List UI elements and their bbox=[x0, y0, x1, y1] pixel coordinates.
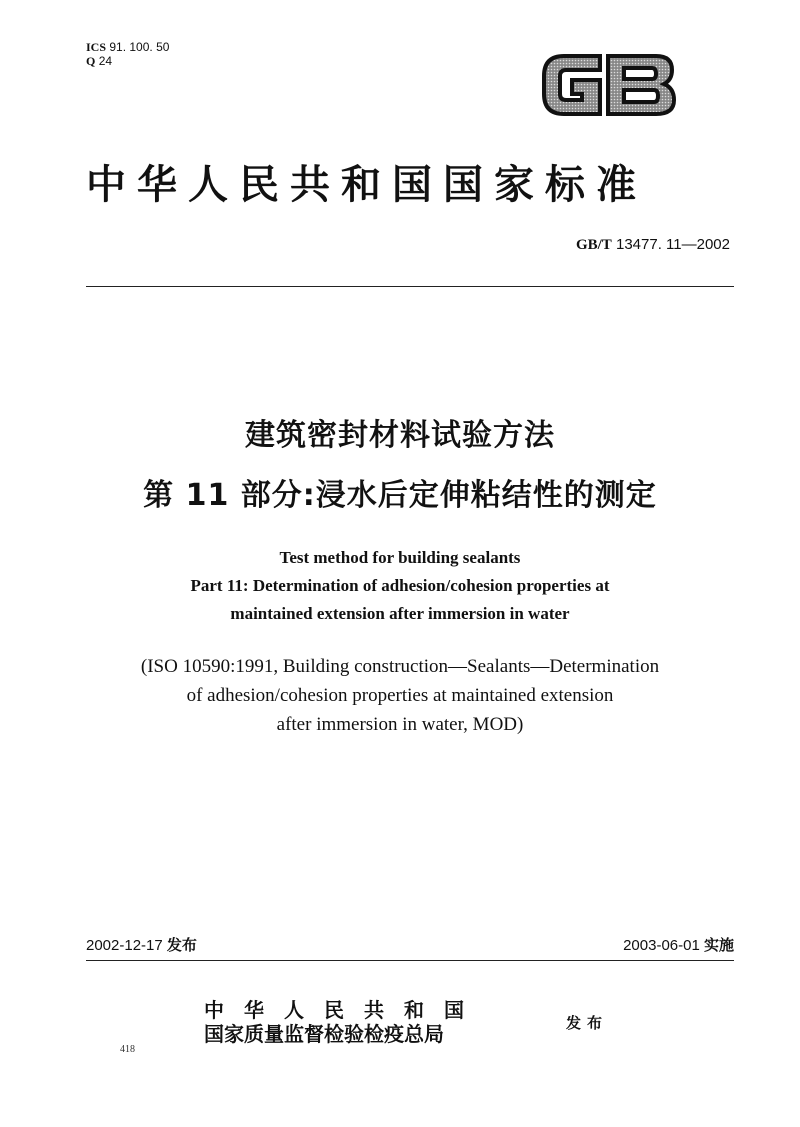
publish-date: 2002-12-17 发布 bbox=[86, 936, 197, 954]
ics-code: ICS 91. 100. 50 bbox=[86, 40, 170, 54]
gb-logo bbox=[538, 50, 680, 120]
implement-date: 2003-06-01 实施 bbox=[623, 936, 734, 954]
issue-label: 发布 bbox=[566, 1014, 609, 1032]
footer-divider bbox=[86, 960, 734, 961]
title-en-line3: maintained extension after immersion in water bbox=[230, 604, 570, 623]
header-divider bbox=[86, 286, 734, 287]
classification-codes bbox=[86, 40, 169, 68]
title-en-line2: Part 11: Determination of adhesion/cohesion properties at bbox=[190, 576, 610, 595]
iso-reference-line1: (ISO 10590:1991, Building construction—Sealants—Determination bbox=[140, 656, 660, 677]
iso-reference-line2: of adhesion/cohesion properties at maintained extension bbox=[186, 685, 614, 706]
title-en-line1: Test method for building sealants bbox=[279, 548, 521, 567]
national-standard-title: 中华人民共和国国家标准 bbox=[86, 161, 647, 208]
title-zh-line2: 第 11 部分:浸水后定伸粘结性的测定 bbox=[143, 478, 657, 513]
issuer-line2: 国家质量监督检验检疫总局 bbox=[204, 1022, 444, 1046]
iso-reference-line3: after immersion in water, MOD) bbox=[276, 714, 524, 735]
page-number: 418 bbox=[120, 1044, 135, 1055]
ccs-code: Q 24 bbox=[86, 54, 113, 68]
issuing-authority bbox=[204, 998, 484, 1046]
standard-number: GB/T 13477. 11—2002 bbox=[575, 236, 730, 253]
title-zh-line1: 建筑密封材料试验方法 bbox=[245, 418, 555, 453]
gb-logo-icon bbox=[538, 50, 680, 120]
issuer-line1: 中华人民共和国 bbox=[204, 998, 484, 1022]
